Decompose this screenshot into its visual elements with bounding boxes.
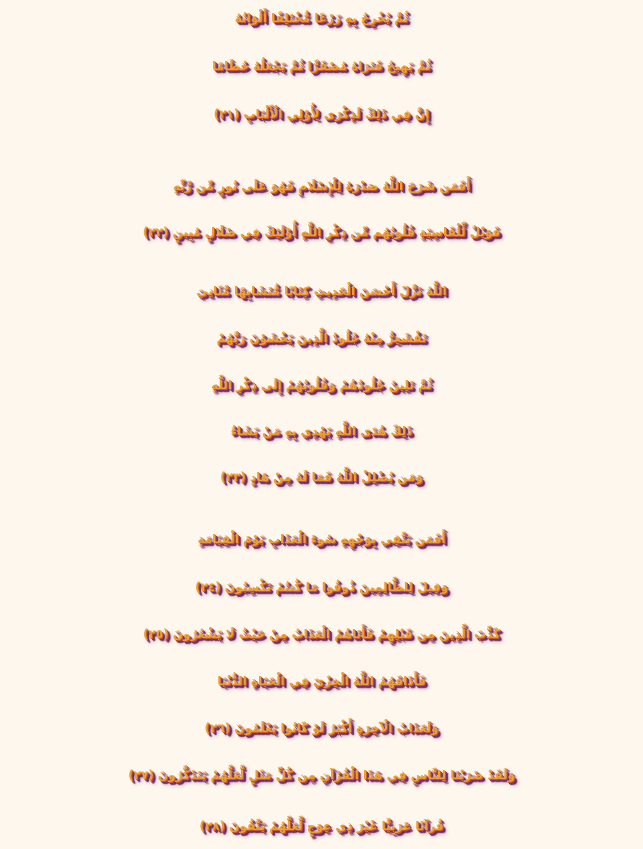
verse-line-6: اللَّهُ نَزَّلَ أَحْسَنَ الْحَدِيثِ كِتَابًا مُّتَشَابِهًا مَّثَانِيَ <box>196 284 447 298</box>
verse-line-9: ذَلِكَ هُدَى اللَّهِ يَهْدِي بِهِ مَنْ يَشَاءُ <box>230 424 413 438</box>
verse-line-10: وَمَن يُضْلِلْ اللَّهُ فَمَا لَهُ مِنْ هَادٍ (٢٣) <box>220 470 423 484</box>
verse-line-3: إِنَّ فِي ذَلِكَ لَذِكْرَى لِأُوْلِي الْأَلْبَابِ (٢١) <box>213 107 430 121</box>
verse-line-16: وَلَقَدْ ضَرَبْنَا لِلنَّاسِ فِي هَذَا الْقُرْآنِ مِن كُلِّ مَثَلٍ لَّعَلَّهُمْ يَتَذَكَّرُونَ (٢٧) <box>128 768 515 782</box>
verse-line-7: تَقْشَعِرُّ مِنْهُ جُلُودُ الَّذِينَ يَخْشَوْنَ رَبَّهُمْ <box>216 331 427 345</box>
verse-line-1: ثُمَّ يُخْرِجُ بِهِ زَرْعًا مُّخْتَلِفًا أَلْوَانُهُ <box>234 11 409 25</box>
verse-line-12: وَقِيلَ لِلظَّالِمِينَ ذُوقُوا مَا كُنتُمْ تَكْسِبُونَ (٢٤) <box>194 580 449 594</box>
verse-line-17: قُرآنًا عَرَبِيًّا غَيْرَ ذِي عِوَجٍ لَّعَلَّهُمْ يَتَّقُونَ (٢٨) <box>199 819 444 833</box>
verse-line-5: فَوَيْلٌ لِّلْقَاسِيَةِ قُلُوبُهُم مِّن ذِكْرِ اللَّهِ أُوْلَئِكَ فِي ضَلَالٍ مُبِينٍ (٢٢) <box>142 225 501 239</box>
verse-line-4: أَفَمَن شَرَحَ اللَّهُ صَدْرَهُ لِلْإِسْلَامِ فَهُوَ عَلَى نُورٍ مِّن رَّبِّهِ <box>172 179 471 193</box>
verse-line-8: ثُمَّ تَلِينُ جُلُودُهُمْ وَقُلُوبُهُمْ إِلَى ذِكْرِ اللَّهِ <box>211 378 432 392</box>
verse-line-13: كَذَّبَ الَّذِينَ مِن قَبْلِهِمْ فَأَتَاهُمْ الْعَذَابُ مِنْ حَيْثُ لَا يَشْعُرُونَ (٢٥) <box>142 627 501 641</box>
verse-line-2: ثُمَّ يَهِيجُ فَتَرَاهُ مُصْفَرًّا ثُمَّ يَجْعَلُهُ حُطَامًا <box>212 59 431 73</box>
verse-line-15: وَلَعَذَابُ الْآخِرَةِ أَكْبَرُ لَوْ كَانُوا يَعْلَمُونَ (٢٦) <box>204 721 439 735</box>
verse-line-11: أَفَمَن يَتَّقِي بِوَجْهِهِ سُوءَ الْعَذَابِ يَوْمَ الْقِيَامَةِ <box>197 532 446 546</box>
verse-line-14: فَأَذَاقَهُمُ اللَّهُ الْخِزْيَ فِي الْحَيَاةِ الدُّنْيَا <box>217 674 426 688</box>
